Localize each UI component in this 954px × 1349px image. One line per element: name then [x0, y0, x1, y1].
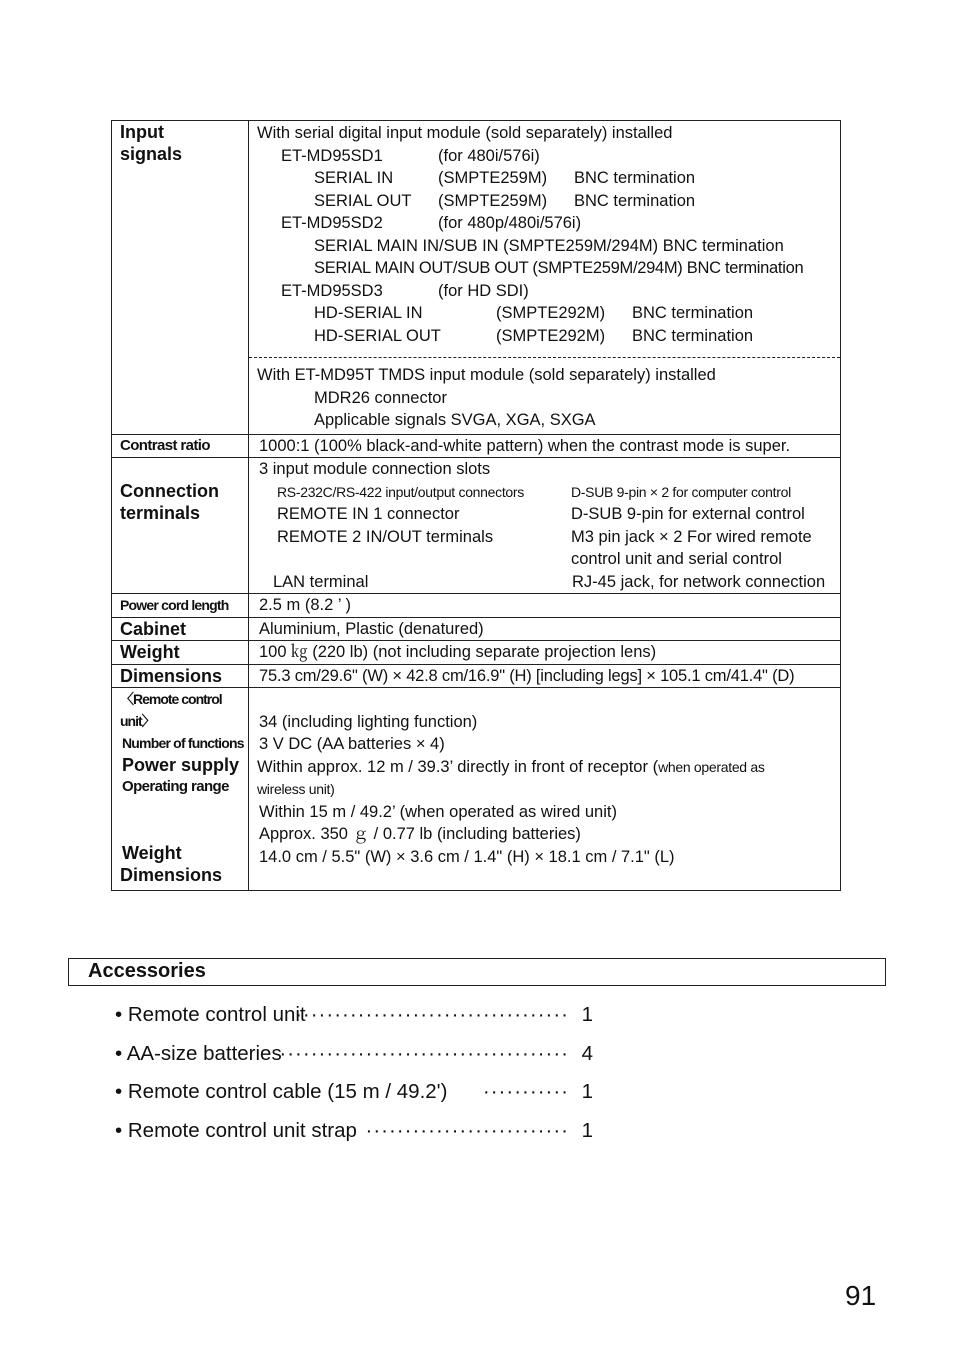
label-dimensions: Dimensions: [112, 664, 249, 688]
row-weight: [112, 641, 841, 665]
conn-remote2-spec2: control unit and serial control: [571, 550, 782, 568]
label-connection-terminals: [112, 458, 249, 594]
label-contrast-ratio: Contrast ratio: [112, 434, 249, 458]
accessory-leader-dots: ·····································: [279, 1042, 569, 1065]
remote-range-line1: [257, 756, 840, 779]
sd2-out: SERIAL MAIN OUT/SUB OUT (SMPTE259M/294M) BNC termination: [314, 259, 804, 277]
sd1-out: SERIAL OUT: [314, 191, 412, 210]
sd3-in-term: BNC termination: [632, 304, 754, 322]
label-connection-line1: Connection: [120, 481, 219, 501]
tmds-signals: Applicable signals SVGA, XGA, SXGA: [314, 411, 596, 429]
sd3-out: HD-SERIAL OUT: [314, 326, 441, 345]
accessories-title: Accessories: [88, 960, 206, 982]
sd1-line: [257, 145, 840, 168]
remote-range-value1: Within approx. 12 m / 39.3’ directly in front of receptor (: [257, 757, 659, 776]
accessory-item-remote-control-unit: [115, 1003, 595, 1027]
row-connection-terminals: [112, 458, 841, 594]
accessory-name: • Remote control cable (15 m / 49.2'): [115, 1080, 448, 1103]
remote-range-value1-small: when operated as: [658, 758, 765, 775]
tmds-intro: With ET-MD95T TMDS input module (sold separately) installed: [257, 366, 716, 384]
sd3-out-line: [257, 325, 840, 348]
accessories-header: [68, 958, 886, 986]
conn-rs232-spec: D-SUB 9-pin × 2 for computer control: [571, 483, 791, 500]
conn-slots: 3 input module connection slots: [259, 460, 491, 478]
sd2-note: (for 480p/480i/576i): [438, 214, 582, 232]
label-input-line1: Input: [120, 122, 164, 142]
conn-remote2-line2: [259, 548, 840, 571]
row-remote-control-unit: [112, 688, 841, 891]
accessory-leader-dots: ···········: [482, 1080, 569, 1103]
conn-remote1-line: [259, 503, 840, 526]
value-remote-control-unit: [249, 688, 841, 891]
sd3-note: (for HD SDI): [438, 281, 529, 300]
tmds-connector: MDR26 connector: [314, 388, 447, 407]
accessory-quantity: 4: [581, 1042, 593, 1065]
sd2-model: ET-MD95SD2: [281, 214, 383, 232]
sd1-in-line: [257, 167, 840, 190]
conn-rs232-name: RS-232C/RS-422 input/output connectors: [277, 483, 524, 500]
accessory-item-aa-batteries: [115, 1042, 595, 1066]
accessory-leader-dots: ··························: [365, 1119, 569, 1142]
accessory-item-remote-control-strap: [115, 1119, 595, 1143]
sd1-out-std: (SMPTE259M): [438, 191, 548, 210]
sdi-intro: With serial digital input module (sold separately) installed: [257, 124, 673, 142]
accessory-name: • Remote control unit strap: [115, 1119, 357, 1142]
row-contrast-ratio: [112, 434, 841, 458]
accessory-name: • Remote control unit: [115, 1003, 306, 1026]
row-dimensions: [112, 664, 841, 688]
remote-dims-value: 14.0 cm / 5.5" (W) × 3.6 cm / 1.4" (H) × 18.1 cm / 7.1" (L): [259, 847, 675, 866]
remote-functions-label: Number of functions: [122, 735, 244, 751]
remote-power-label: Power supply: [122, 755, 240, 775]
conn-lan-line: [259, 571, 840, 594]
sd3-in: HD-SERIAL IN: [314, 304, 423, 322]
sd1-note: (for 480i/576i): [438, 146, 540, 165]
sd2-in: SERIAL MAIN IN/SUB IN (SMPTE259M/294M) BNC termination: [314, 236, 784, 255]
conn-lan-spec: RJ-45 jack, for network connection: [572, 572, 826, 591]
remote-functions-value: 34 (including lighting function): [259, 712, 478, 731]
value-contrast-ratio: 1000:1 (100% black-and-white pattern) when the contrast mode is super.: [249, 434, 841, 458]
label-input-signals: [112, 121, 249, 435]
sd1-out-term: BNC termination: [574, 191, 696, 210]
sd3-out-std: (SMPTE292M): [496, 326, 606, 345]
label-power-cord: Power cord length: [112, 594, 249, 618]
dashed-divider: [249, 357, 840, 358]
accessory-quantity: 1: [581, 1119, 593, 1142]
accessory-quantity: 1: [581, 1080, 593, 1103]
value-connection-terminals: [249, 458, 841, 594]
sd1-out-line: [257, 190, 840, 213]
sd3-in-line: [257, 302, 840, 325]
sd3-out-term: BNC termination: [632, 326, 754, 345]
remote-range-value2-small: wireless unit): [257, 781, 335, 797]
value-dimensions: 75.3 cm/29.6" (W) × 42.8 cm/16.9" (H) [including legs] × 105.1 cm/41.4" (D): [249, 664, 841, 688]
conn-remote2-name: REMOTE 2 IN/OUT terminals: [277, 527, 494, 546]
accessory-name: • AA-size batteries: [115, 1042, 282, 1065]
remote-weight-label: Weight: [122, 843, 182, 863]
remote-weight-value: Approx. 350 ｇ / 0.77 lb (including batteries): [259, 825, 581, 843]
sd3-line: [257, 280, 840, 303]
conn-rs232-line: [259, 481, 840, 504]
value-power-cord: 2.5 m (8.2 ’ ): [249, 594, 841, 618]
sd1-in-std: (SMPTE259M): [438, 169, 548, 187]
row-input-signals: [112, 121, 841, 435]
conn-remote1-spec: D-SUB 9-pin for external control: [571, 505, 805, 523]
remote-power-value: 3 V DC (AA batteries × 4): [259, 735, 445, 753]
conn-lan-name: LAN terminal: [273, 572, 369, 591]
remote-heading: 〈Remote control unit〉: [120, 691, 222, 729]
label-remote-control-unit: [112, 688, 249, 891]
value-input-signals: [249, 121, 841, 435]
accessory-leader-dots: ···································: [295, 1003, 569, 1026]
remote-range-label: Operating range: [122, 778, 229, 795]
label-cabinet: Cabinet: [112, 617, 249, 641]
conn-remote1-name: REMOTE IN 1 connector: [277, 505, 460, 523]
conn-remote2-line: [259, 526, 840, 549]
sd1-in: SERIAL IN: [314, 169, 394, 187]
sd1-in-term: BNC termination: [574, 169, 696, 187]
sd3-in-std: (SMPTE292M): [496, 304, 606, 322]
row-power-cord: [112, 594, 841, 618]
value-weight: 100 ㎏ (220 lb) (not including separate projection lens): [249, 641, 841, 665]
remote-dims-label: Dimensions: [120, 865, 223, 885]
value-cabinet: Aluminium, Plastic (denatured): [249, 617, 841, 641]
label-input-line2: signals: [120, 144, 183, 164]
remote-range-value3: Within 15 m / 49.2’ (when operated as wired unit): [259, 802, 617, 821]
row-cabinet: [112, 617, 841, 641]
label-connection-line2: terminals: [120, 503, 201, 523]
accessory-item-remote-control-cable: [115, 1080, 595, 1104]
sd1-model: ET-MD95SD1: [281, 146, 383, 165]
accessory-quantity: 1: [581, 1003, 593, 1026]
page-number: 91: [845, 1280, 877, 1311]
label-weight: Weight: [112, 641, 249, 665]
specifications-table: [111, 120, 841, 891]
sd3-model: ET-MD95SD3: [281, 281, 383, 300]
sd2-line: [257, 212, 840, 235]
conn-remote2-spec1: M3 pin jack × 2 For wired remote: [571, 527, 812, 546]
